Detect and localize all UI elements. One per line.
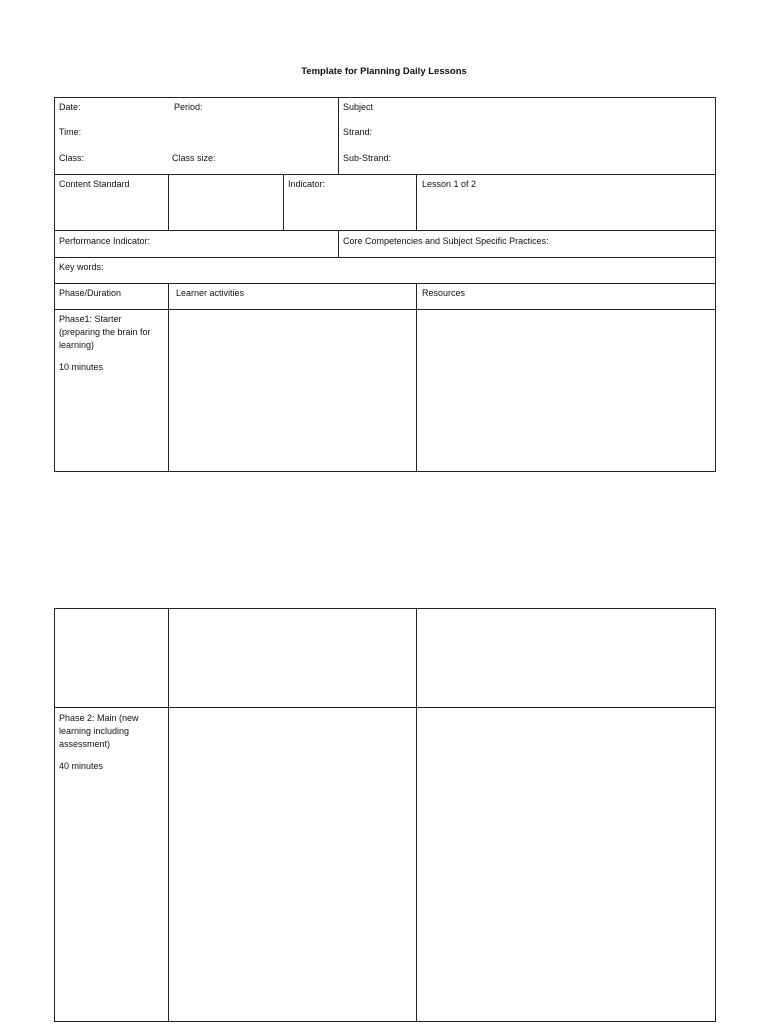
rule-below-phase-header — [54, 309, 716, 310]
class-label: Class: — [59, 153, 85, 163]
rule-table2-col-1 — [168, 608, 169, 1022]
rule-phase-col-1 — [168, 283, 169, 472]
rule-phase-col-2 — [416, 283, 417, 472]
subject-label: Subject — [343, 102, 374, 112]
performance-indicator-label: Performance Indicator: — [59, 236, 151, 246]
date-label: Date: — [59, 102, 81, 112]
rule-standards-col-2 — [283, 174, 284, 230]
rule-standards-col-3 — [416, 174, 417, 230]
rule-table2-col-2 — [416, 608, 417, 1022]
rule-table2-row-divider — [54, 707, 716, 708]
rule-header-divider — [338, 97, 339, 174]
phase-1-duration: 10 minutes — [59, 362, 104, 372]
phase-2-name: Phase 2: Main (new learning including assessment) — [59, 713, 139, 749]
rule-below-header — [54, 174, 716, 175]
resources-header: Resources — [422, 288, 466, 298]
lesson-count-label: Lesson 1 of 2 — [422, 179, 477, 189]
phase-duration-header: Phase/Duration — [59, 288, 122, 298]
content-standard-label: Content Standard — [59, 179, 130, 189]
rule-below-performance — [54, 257, 716, 258]
rule-standards-col-1 — [168, 174, 169, 230]
rule-below-standards — [54, 230, 716, 231]
learner-activities-header: Learner activities — [176, 288, 245, 298]
core-competencies-label: Core Competencies and Subject Specific Practices: — [343, 236, 549, 246]
indicator-label: Indicator: — [288, 179, 326, 189]
time-label: Time: — [59, 127, 82, 137]
sub-strand-label: Sub-Strand: — [343, 153, 392, 163]
lesson-plan-table-2 — [54, 608, 716, 1022]
rule-below-key-words — [54, 283, 716, 284]
period-label: Period: — [174, 102, 203, 112]
key-words-label: Key words: — [59, 262, 104, 272]
rule-performance-divider — [338, 230, 339, 257]
phase-2-duration: 40 minutes — [59, 761, 104, 771]
strand-label: Strand: — [343, 127, 373, 137]
document-title: Template for Planning Daily Lessons — [301, 66, 467, 77]
class-size-label: Class size: — [172, 153, 216, 163]
phase-1-name: Phase1: Starter (preparing the brain for learning) — [59, 314, 151, 350]
